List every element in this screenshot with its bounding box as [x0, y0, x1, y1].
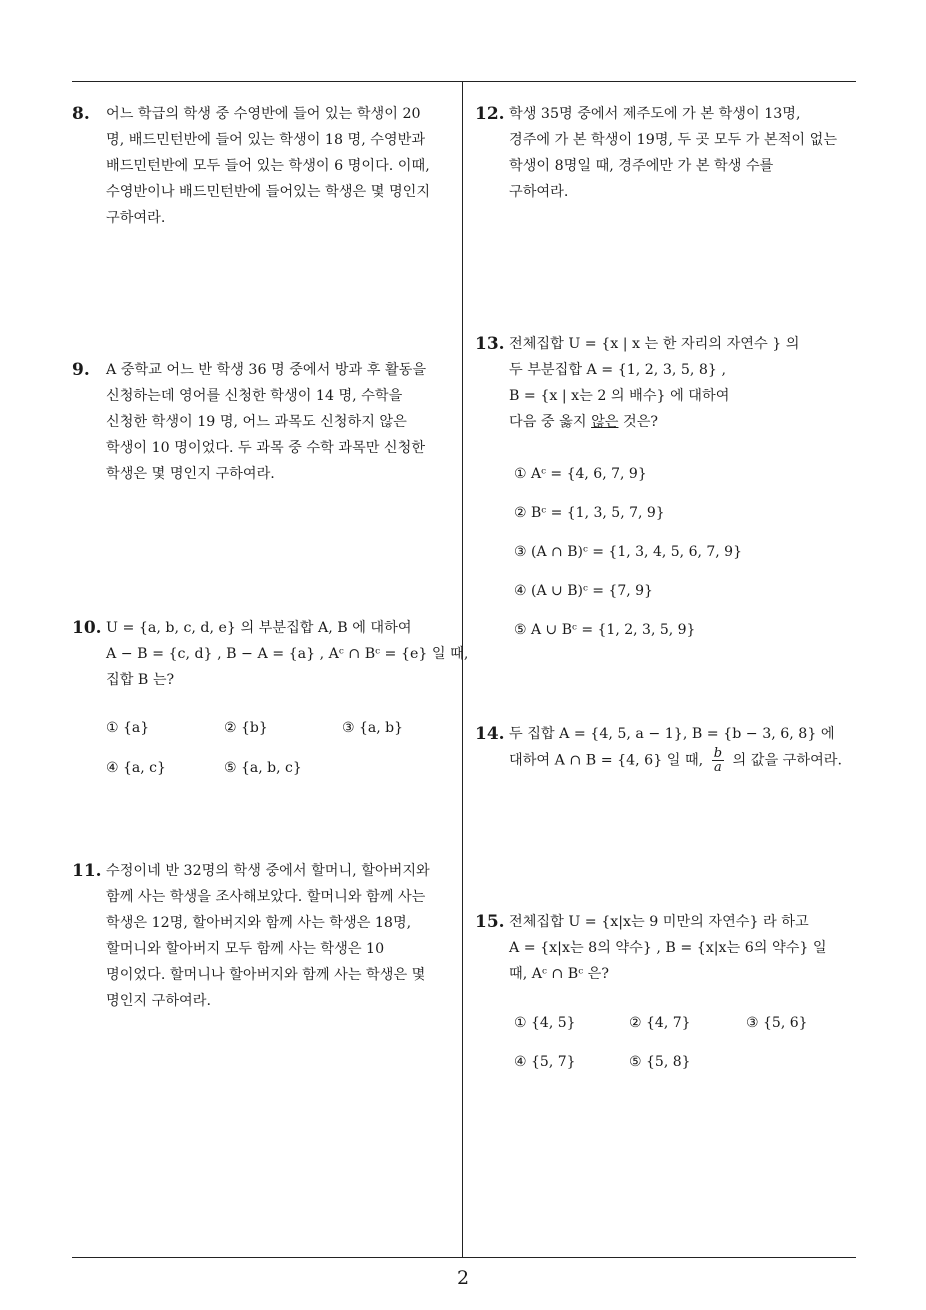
text-line: U = {a, b, c, d, e} 의 부분집합 A, B 에 대하여	[106, 620, 412, 636]
text-line: 명이었다. 할머니나 할아버지와 함께 사는 학생은 몇	[106, 967, 426, 983]
text-line: 구하여라.	[509, 184, 569, 200]
option-2[interactable]: ② {4, 7}	[629, 1015, 691, 1031]
text-line: A 중학교 어느 반 학생 36 명 중에서 방과 후 활동을	[106, 362, 427, 378]
text-line: 때, Aᶜ ∩ Bᶜ 은?	[509, 966, 609, 982]
text-line: 배드민턴반에 모두 들어 있는 학생이 6 명이다. 이때,	[106, 158, 430, 174]
option-3[interactable]: ③ (A ∩ B)ᶜ = {1, 3, 4, 5, 6, 7, 9}	[514, 544, 742, 560]
top-rule	[72, 81, 856, 82]
text-line: A − B = {c, d} , B − A = {a} , Aᶜ ∩ Bᶜ = {e} 일 때,	[106, 646, 469, 662]
text-line: 할머니와 할아버지 모두 함께 사는 학생은 10	[106, 941, 385, 957]
text-line: 학생이 8명일 때, 경주에만 가 본 학생 수를	[509, 158, 774, 174]
option-4[interactable]: ④ {5, 7}	[514, 1054, 576, 1070]
fraction-denominator: a	[713, 760, 722, 775]
text-fragment: 의 값을 구하여라.	[732, 752, 843, 769]
text-line: 신청한 학생이 19 명, 어느 과목도 신청하지 않은	[106, 414, 407, 430]
text-line: B = {x | x는 2 의 배수} 에 대하여	[509, 388, 730, 404]
text-line	[509, 747, 842, 774]
text-line: 명, 배드민턴반에 들어 있는 학생이 18 명, 수영반과	[106, 132, 426, 148]
option-5[interactable]: ⑤ {5, 8}	[629, 1054, 691, 1070]
text-line: 두 부분집합 A = {1, 2, 3, 5, 8} ,	[509, 362, 726, 378]
question-text	[106, 858, 430, 1014]
option-1[interactable]: ① {4, 5}	[514, 1015, 576, 1031]
bottom-rule	[72, 1257, 856, 1258]
text-line: 경주에 가 본 학생이 19명, 두 곳 모두 가 본적이 없는	[509, 132, 838, 148]
option-3[interactable]: ③ {a, b}	[342, 720, 404, 736]
text-line: 학생은 몇 명인지 구하여라.	[106, 466, 275, 482]
fraction	[712, 747, 724, 774]
text-line: 구하여라.	[106, 210, 166, 226]
question-text	[106, 101, 430, 231]
text-line: 두 집합 A = {4, 5, a − 1}, B = {b − 3, 6, 8} 에	[509, 726, 835, 742]
option-2[interactable]: ② Bᶜ = {1, 3, 5, 7, 9}	[514, 505, 665, 521]
option-1[interactable]: ① Aᶜ = {4, 6, 7, 9}	[514, 466, 647, 482]
option-5[interactable]: ⑤ {a, b, c}	[224, 760, 302, 776]
text-line: 명인지 구하여라.	[106, 993, 211, 1009]
question-number: 12.	[475, 104, 505, 124]
option-2[interactable]: ② {b}	[224, 720, 268, 736]
text-line: 전체집합 U = {x|x는 9 미만의 자연수} 라 하고	[509, 914, 809, 930]
question-number: 14.	[475, 724, 505, 744]
question-text	[106, 357, 426, 487]
text-line: 학생은 12명, 할아버지와 함께 사는 학생은 18명,	[106, 915, 412, 931]
text-line: 학생이 10 명이었다. 두 과목 중 수학 과목만 신청한	[106, 440, 426, 456]
text-fragment: 대하여 A ∩ B = {4, 6} 일 때,	[509, 752, 704, 769]
question-text	[509, 721, 842, 774]
option-4[interactable]: ④ {a, c}	[106, 760, 166, 776]
question-number: 10.	[72, 618, 102, 638]
question-number: 13.	[475, 334, 505, 354]
question-text	[509, 331, 799, 435]
text-line: A = {x|x는 8의 약수} , B = {x|x는 6의 약수} 일	[509, 940, 827, 956]
question-number: 8.	[72, 104, 90, 124]
text-line: 신청하는데 영어를 신청한 학생이 14 명, 수학을	[106, 388, 403, 404]
page-number: 2	[456, 1267, 470, 1289]
question-number: 11.	[72, 861, 102, 881]
text-fragment: 다음 중 옳지	[509, 414, 592, 430]
text-line: 함께 사는 학생을 조사해보았다. 할머니와 함께 사는	[106, 889, 426, 905]
text-line: 수영반이나 배드민턴반에 들어있는 학생은 몇 명인지	[106, 184, 431, 200]
text-line: 수정이네 반 32명의 학생 중에서 할머니, 할아버지와	[106, 863, 430, 879]
option-3[interactable]: ③ {5, 6}	[746, 1015, 808, 1031]
text-line: 학생 35명 중에서 제주도에 가 본 학생이 13명,	[509, 106, 801, 122]
text-line: 어느 학급의 학생 중 수영반에 들어 있는 학생이 20	[106, 106, 421, 122]
question-text	[106, 615, 468, 693]
fraction-numerator: b	[713, 746, 723, 761]
option-1[interactable]: ① {a}	[106, 720, 150, 736]
question-text	[509, 909, 827, 987]
question-text	[509, 101, 837, 205]
text-line: 전체집합 U = {x | x 는 한 자리의 자연수 } 의	[509, 336, 800, 352]
text-fragment: 것은?	[618, 414, 659, 430]
text-line: 집합 B 는?	[106, 672, 175, 688]
question-number: 9.	[72, 360, 90, 380]
question-number: 15.	[475, 912, 505, 932]
option-4[interactable]: ④ (A ∪ B)ᶜ = {7, 9}	[514, 583, 653, 599]
text-line	[509, 409, 799, 435]
underlined-emphasis: 않은	[591, 414, 619, 430]
option-5[interactable]: ⑤ A ∪ Bᶜ = {1, 2, 3, 5, 9}	[514, 622, 696, 638]
